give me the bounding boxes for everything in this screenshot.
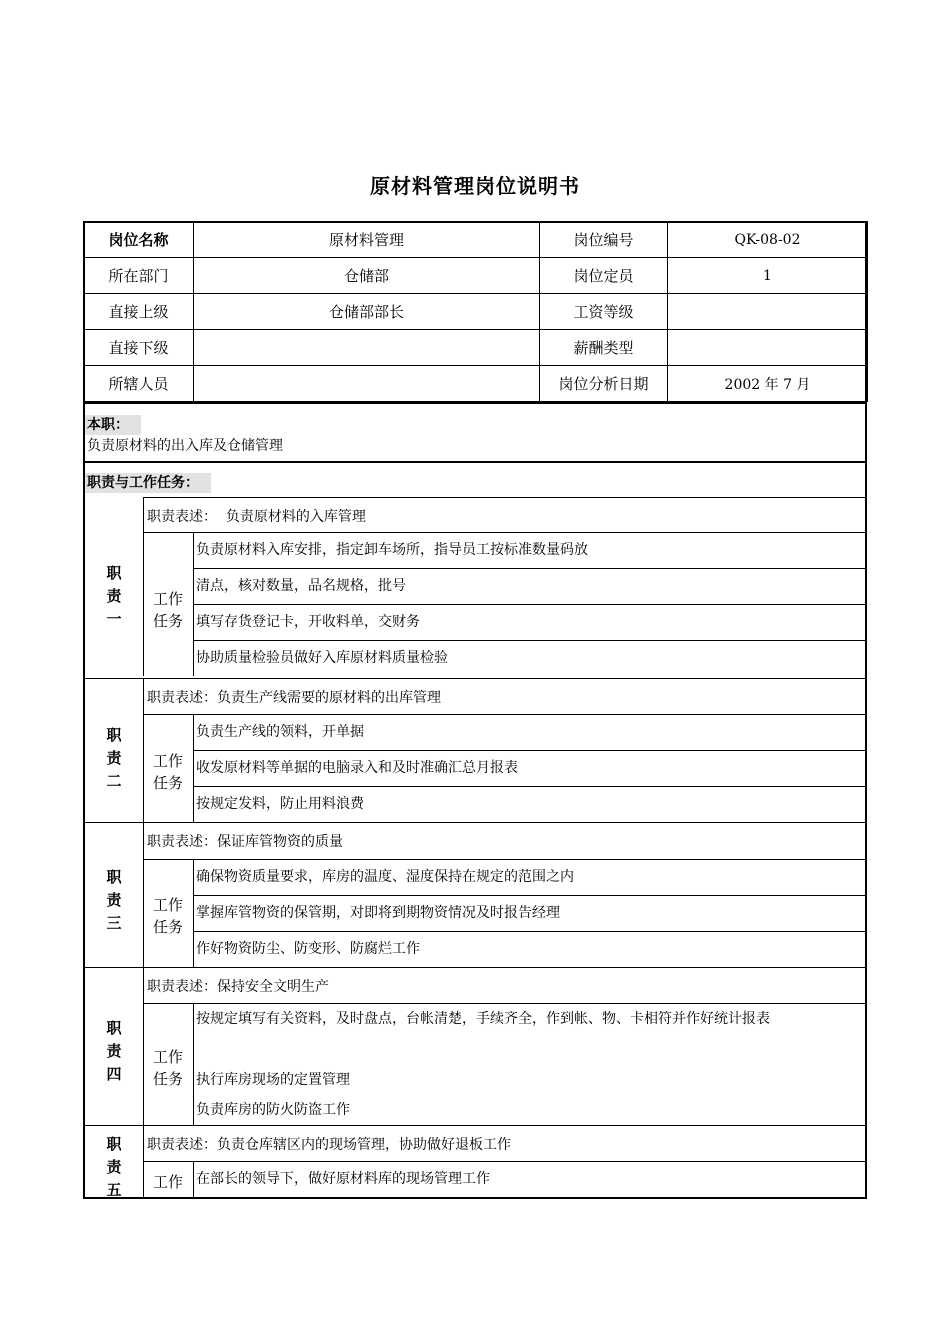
duty-label: [85, 1017, 143, 1086]
staff-label: 所辖人员: [84, 366, 194, 402]
row-divider: [193, 604, 867, 605]
superior-value: 仓储部部长: [194, 294, 540, 330]
duty-label: [85, 1133, 143, 1202]
duty-label-char: 四: [106, 1065, 122, 1083]
row-divider: [143, 859, 867, 860]
table-bottom-border: [83, 1197, 867, 1199]
task-item: 按规定发料，防止用料浪费: [196, 796, 364, 812]
page-title: 原材料管理岗位说明书: [370, 174, 580, 198]
task-item: 负责原材料入库安排，指定卸车场所，指导员工按标准数量码放: [196, 542, 588, 558]
pay-type-label: 薪酬类型: [540, 330, 668, 366]
duty-description-prefix: 职责表述：: [147, 509, 217, 525]
superior-label: 直接上级: [84, 294, 194, 330]
duty-description: [147, 1134, 511, 1154]
block-divider: [83, 1125, 867, 1126]
column-divider: [193, 714, 194, 822]
task-label: [144, 750, 192, 794]
duty-description-prefix: 职责表述：: [147, 979, 217, 995]
column-divider: [193, 859, 194, 967]
divider: [83, 461, 867, 463]
column-divider: [193, 1003, 194, 1125]
resp-heading: 职责与工作任务：: [85, 473, 211, 493]
task-label-line: 工作: [152, 896, 183, 914]
quota-value: 1: [668, 258, 868, 294]
column-divider: [143, 497, 144, 676]
analysis-date-label: 岗位分析日期: [540, 366, 668, 402]
row-divider: [143, 1161, 867, 1162]
task-label-line: 任务: [152, 918, 183, 936]
duty-label-char: 职: [106, 564, 122, 582]
post-name-value: 原材料管理: [194, 222, 540, 258]
duty-description-text: 保持安全文明生产: [217, 979, 329, 995]
column-divider: [193, 1161, 194, 1197]
row-divider: [143, 1003, 867, 1004]
wage-label: 工资等级: [540, 294, 668, 330]
duty-label: [85, 562, 143, 631]
duty-section: [83, 414, 867, 455]
task-item: 执行库房现场的定置管理: [196, 1072, 350, 1088]
row-divider: [193, 568, 867, 569]
duty-label-char: 责: [106, 587, 122, 605]
duty-description: [147, 831, 343, 851]
dept-value: 仓储部: [194, 258, 540, 294]
task-label: [144, 894, 192, 938]
task-item: 协助质量检验员做好入库原材料质量检验: [196, 650, 448, 666]
duty-label-char: 职: [106, 1019, 122, 1037]
dept-label: 所在部门: [84, 258, 194, 294]
duty-label-char: 责: [106, 1042, 122, 1060]
divider: [83, 402, 867, 404]
quota-label: 岗位定员: [540, 258, 668, 294]
duty-description-text: 负责原材料的入库管理: [217, 509, 366, 525]
row-divider: [193, 895, 867, 896]
duty-description-text: 负责生产线需要的原材料的出库管理: [217, 690, 441, 706]
duty-description: [147, 506, 366, 526]
duty-description-text: 保证库管物资的质量: [217, 834, 343, 850]
task-label-line: 工作: [152, 1048, 183, 1066]
duty-label-char: 职: [106, 1135, 122, 1153]
task-label-line: 任务: [152, 1070, 183, 1088]
form-frame: [83, 221, 867, 1198]
duty-label-char: 责: [106, 891, 122, 909]
task-item: 按规定填写有关资料，及时盘点，台帐清楚，手续齐全，作到帐、物、卡相符并作好统计报表: [196, 1011, 770, 1027]
duty-description: [147, 976, 329, 996]
duty-label-char: 责: [106, 1158, 122, 1176]
row-divider: [193, 931, 867, 932]
row-divider: [193, 640, 867, 641]
task-item: 掌握库管物资的保管期，对即将到期物资情况及时报告经理: [196, 905, 560, 921]
task-item: 清点，核对数量，品名规格，批号: [196, 578, 406, 594]
task-label: [144, 1171, 192, 1193]
task-item: 作好物资防尘、防变形、防腐烂工作: [196, 941, 420, 957]
row-divider: [143, 714, 867, 715]
duty-description-prefix: 职责表述：: [147, 834, 217, 850]
duty-label-char: 职: [106, 726, 122, 744]
task-item: 填写存货登记卡，开收料单，交财务: [196, 614, 420, 630]
duty-label-char: 责: [106, 749, 122, 767]
task-item: 负责库房的防火防盗工作: [196, 1102, 350, 1118]
duty-description-prefix: 职责表述：: [147, 690, 217, 706]
task-item: 在部长的领导下，做好原材料库的现场管理工作: [196, 1171, 490, 1187]
task-item: 收发原材料等单据的电脑录入和及时准确汇总月报表: [196, 760, 518, 776]
task-label-line: 工作: [152, 590, 183, 608]
subordinate-label: 直接下级: [84, 330, 194, 366]
block-divider: [83, 678, 867, 679]
task-label-line: 工作: [152, 1173, 183, 1191]
analysis-date-value: 2002 年 7 月: [668, 366, 868, 402]
duty-label-char: 三: [106, 914, 122, 932]
duty-label-char: 一: [106, 610, 122, 628]
row-divider: [193, 786, 867, 787]
block-divider: [83, 822, 867, 823]
block-divider: [83, 967, 867, 968]
duty-heading: 本职：: [85, 415, 141, 435]
task-label-line: 任务: [152, 774, 183, 792]
post-no-value: QK-08-02: [668, 222, 868, 258]
duty-label-char: 职: [106, 868, 122, 886]
task-label: [144, 588, 192, 632]
task-item: 负责生产线的领料，开单据: [196, 724, 364, 740]
resp-section-heading: [83, 472, 867, 493]
row-divider: [143, 532, 867, 533]
duty-text: 负责原材料的出入库及仓储管理: [87, 438, 283, 454]
block-divider: [143, 497, 867, 498]
task-item: 确保物资质量要求，库房的温度、湿度保持在规定的范围之内: [196, 869, 574, 885]
task-label-line: 工作: [152, 752, 183, 770]
post-no-label: 岗位编号: [540, 222, 668, 258]
duty-description-prefix: 职责表述：: [147, 1137, 217, 1153]
duty-label-char: 二: [106, 772, 122, 790]
duty-label-char: 五: [106, 1181, 122, 1199]
duty-label: [85, 866, 143, 935]
task-label-line: 任务: [152, 612, 183, 630]
row-divider: [193, 750, 867, 751]
duty-description-text: 负责仓库辖区内的现场管理，协助做好退板工作: [217, 1137, 511, 1153]
duty-label: [85, 724, 143, 793]
task-label: [144, 1046, 192, 1090]
duty-description: [147, 687, 441, 707]
post-name-label: 岗位名称: [84, 222, 194, 258]
